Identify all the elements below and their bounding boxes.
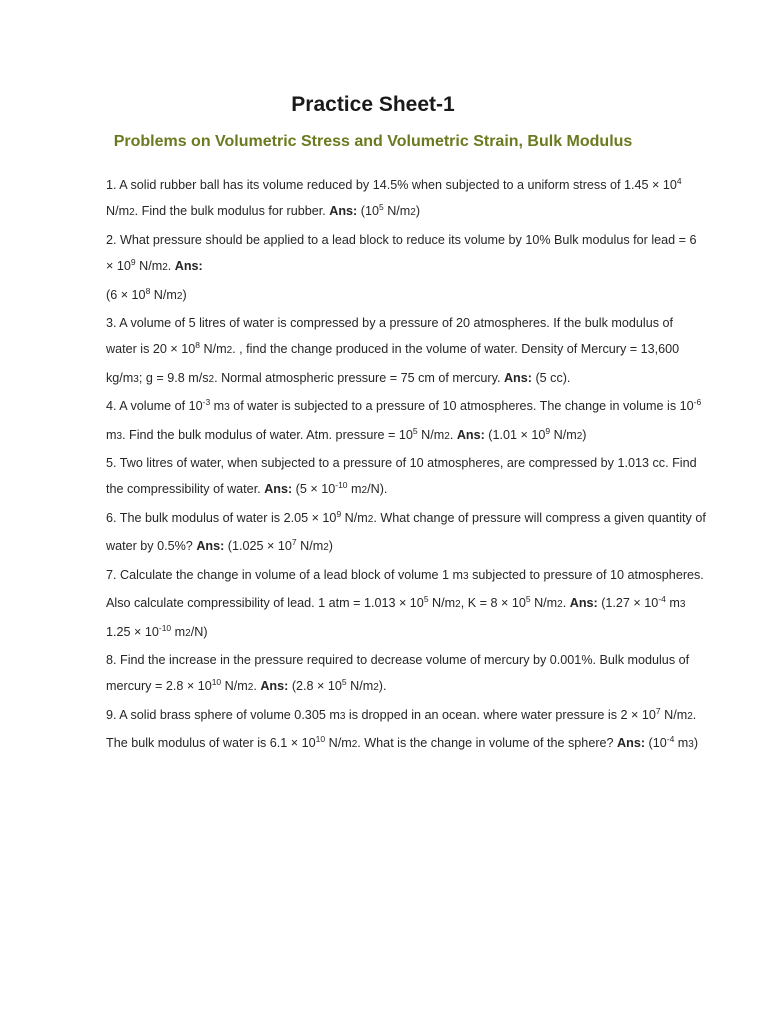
- answer-label: Ans:: [617, 736, 646, 751]
- problem-9: 9. A solid brass sphere of volume 0.305 m3 is dropped in an ocean. where water pressure is $2 \times 10^7$ N/m2. The bulk modulus of water is $6.1 \times 10^{10}$ N/m2. What is the change in volume of the sphere? Ans: ($10^{-4}$ m3): [106, 705, 699, 751]
- answer-label: Ans:: [196, 539, 225, 554]
- answer-label: Ans:: [569, 596, 598, 611]
- problem-8: 8. Find the increase in the pressure required to decrease volume of mercury by 0.001%. Bulk modulus of mercury = $2.8 \times 10^{10}$ N/m2. Ans: ($2.8 \times 10^5$ N/m2).: [106, 652, 690, 694]
- problem-7: 7. Calculate the change in volume of a lead block of volume 1 m3 subjected to pressure of 10 atmospheres. Also calculate compressibility of lead. 1 atm = $1.013 \times 10^5$ N/m2, $K = 8 \times 10^5$ N/m2. Ans: ($1.27 \times 10^{-4}$ m3 $1.25 \times 10^{-10}$ m2/N): [106, 567, 704, 639]
- answer-label: Ans:: [264, 482, 293, 497]
- problem-1: 1. A solid rubber ball has its volume reduced by 14.5% when subjected to a uniform stress of $1.45 \times 10^4$ N/m2. Find the bulk modulus for rubber. Ans: ($10^5$ N/m2): [106, 175, 682, 219]
- answer-label: Ans:: [503, 370, 532, 385]
- page-subtitle: Problems on Volumetric Stress and Volumetric Strain, Bulk Modulus: [113, 133, 633, 150]
- problem-list: [106, 172, 706, 759]
- page-title: Practice Sheet-1: [291, 93, 455, 116]
- answer-label: Ans:: [456, 427, 485, 442]
- problem-3: 3. A volume of 5 litres of water is compressed by a pressure of 20 atmospheres. If the bulk modulus of water is $20 \times 10^8$ N/m2. , find the change produced in the volume of water. Density of Mercury = 13,600 kg/m3; g = 9.8 m/s2. Normal atmospheric pressure = 75 cm of mercury. Ans: (5 cc).: [106, 316, 680, 385]
- problem-4: 4. A volume of $10^{-3}$ m3 of water is subjected to a pressure of 10 atmospheres. The change in volume is $10^{-6}$ m3. Find the bulk modulus of water. Atm. pressure = $10^5$ N/m2. Ans: ($1.01 \times 10^9$ N/m2): [106, 397, 702, 442]
- answer-label: Ans:: [260, 679, 289, 694]
- problem-5: 5. Two litres of water, when subjected to a pressure of 10 atmospheres, are compressed by 1.013 cc. Find the compressibility of water. Ans: ($5 \times 10^{-10}$ m2/N).: [106, 456, 697, 497]
- answer-label: Ans:: [174, 259, 203, 274]
- problem-2: 2. What pressure should be applied to a lead block to reduce its volume by 10% Bulk modulus for lead = $6 \times 10^9$ N/m2. Ans: ($6 \times 10^8$ N/m2): [106, 232, 697, 302]
- problem-6: 6. The bulk modulus of water is $2.05 \times 10^9$ N/m2. What change of pressure will compress a given quantity of water by 0.5%? Ans: ($1.025 \times 10^7$ N/m2): [106, 508, 706, 554]
- answer-label: Ans:: [329, 204, 358, 219]
